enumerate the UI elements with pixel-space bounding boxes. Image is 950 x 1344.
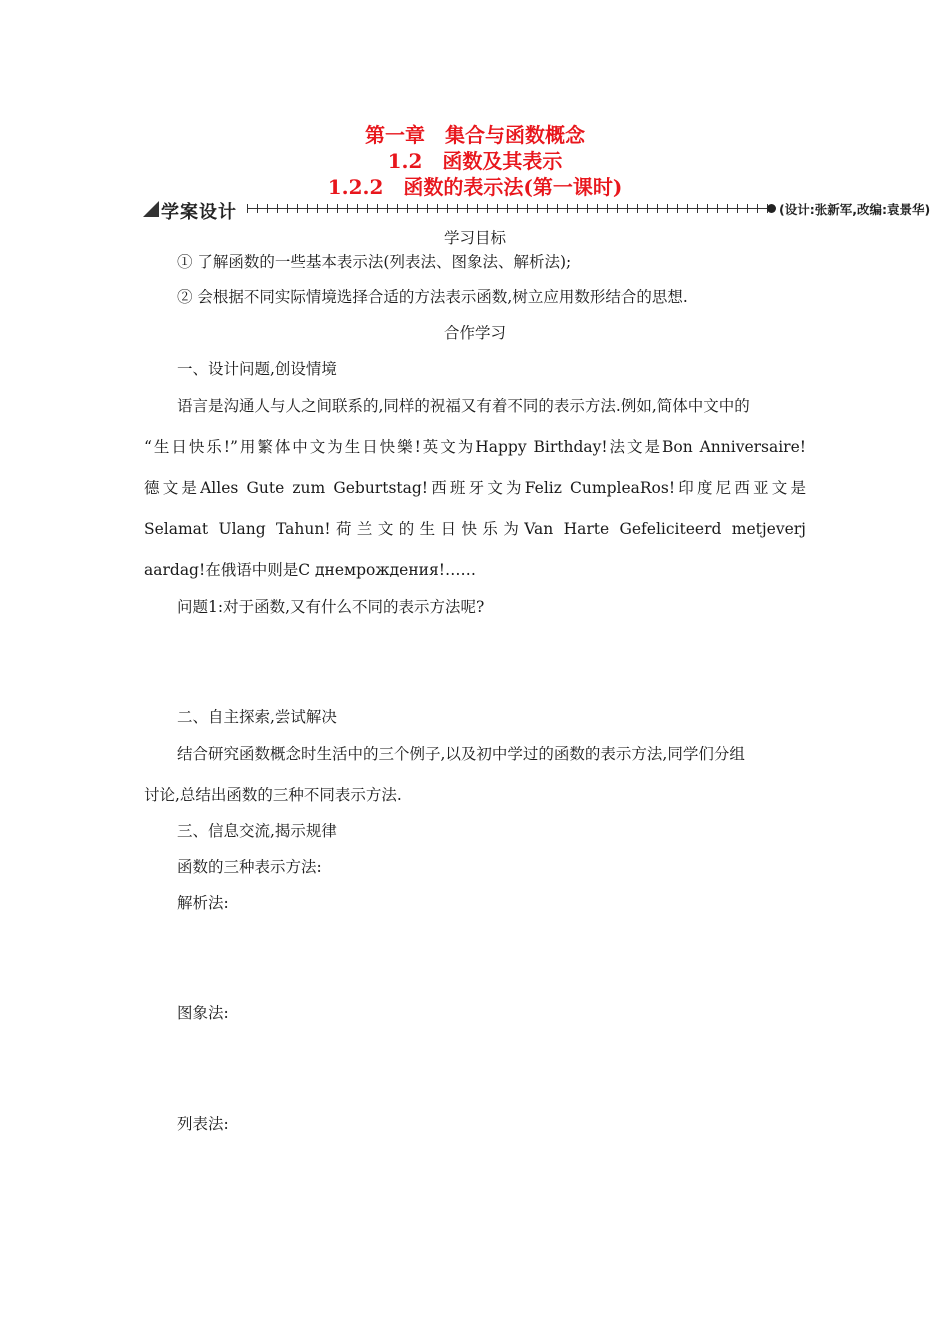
design-banner [143,198,931,223]
banner-ticks [247,204,769,213]
method-table: 列表法: [177,1115,229,1133]
part2-line-1: 结合研究函数概念时生活中的三个例子,以及初中学过的函数的表示方法,同学们分组 [177,745,745,763]
part1-line-5: aardag!在俄语中则是С днемрождения!…… [144,561,476,579]
part1-line-3: 德文是Alles Gute zum Geburtstag!西班牙文为Feliz CumpleaRos!印度尼西亚文是 [144,479,806,497]
triangle-icon [143,201,159,217]
section-title: 1.2 函数及其表示 [387,149,563,173]
banner-label: 学案设计 [161,202,237,223]
method-graph: 图象法: [177,1004,229,1022]
question-1: 问题1:对于函数,又有什么不同的表示方法呢? [177,598,485,616]
part1-line-4: Selamat Ulang Tahun!荷兰文的生日快乐为Van Harte Gefeliciteerd metjeverj [144,520,806,538]
part2-line-2: 讨论,总结出函数的三种不同表示方法. [144,786,402,804]
lesson-title: 1.2.2 函数的表示法(第一课时) [327,175,623,199]
bullet-dot-icon [767,204,776,213]
goal-item-2: ② 会根据不同实际情境选择合适的方法表示函数,树立应用数形结合的思想. [177,288,688,306]
part3-heading: 三、信息交流,揭示规律 [177,822,337,840]
banner-credit: (设计:张新军,改编:袁景华) [779,202,931,217]
method-analytic: 解析法: [177,894,229,912]
chapter-title: 第一章 集合与函数概念 [365,123,585,147]
coop-heading: 合作学习 [443,324,506,342]
methods-intro: 函数的三种表示方法: [177,858,322,876]
part1-line-1: 语言是沟通人与人之间联系的,同样的祝福又有着不同的表示方法.例如,简体中文中的 [177,397,750,415]
part2-heading: 二、自主探索,尝试解决 [177,708,337,726]
part1-line-2: “生日快乐!”用繁体中文为生日快樂!英文为Happy Birthday!法文是Bon Anniversaire! [144,438,806,456]
part1-heading: 一、设计问题,创设情境 [177,360,337,378]
goals-heading: 学习目标 [443,229,506,247]
goal-item-1: ① 了解函数的一些基本表示法(列表法、图象法、解析法); [177,253,572,271]
